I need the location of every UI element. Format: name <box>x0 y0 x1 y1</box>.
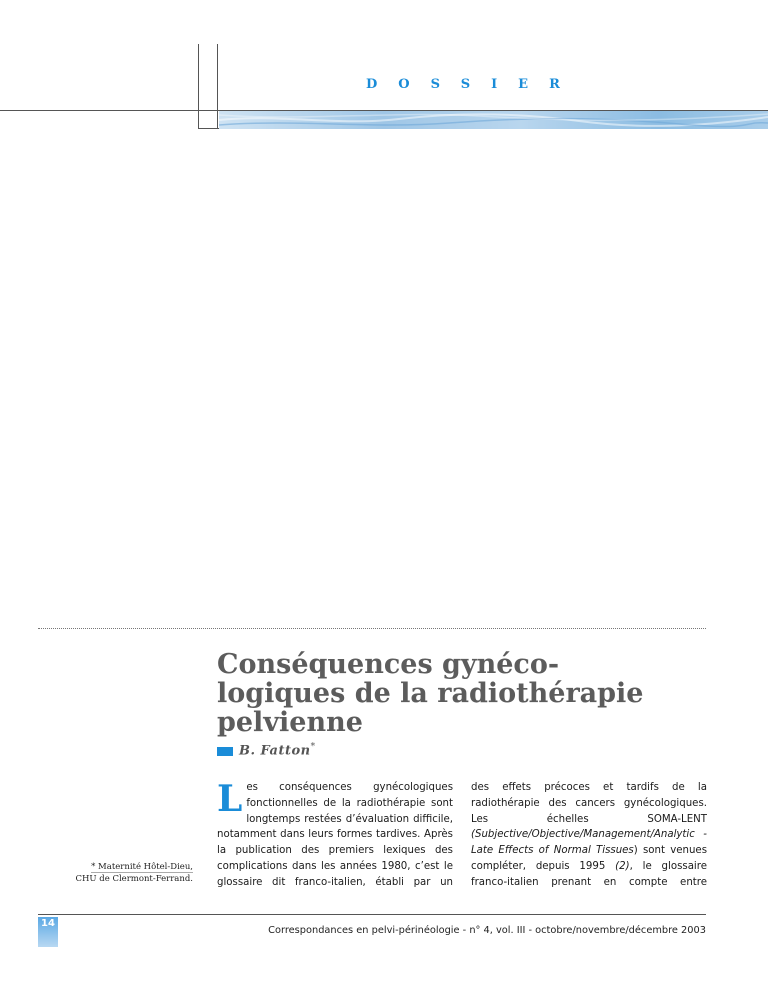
title-line-1: Conséquences gynéco- <box>217 649 560 680</box>
drop-cap: L <box>217 780 243 820</box>
article-title <box>217 650 717 737</box>
page-number: 14 <box>41 918 55 929</box>
affiliation-line-1 <box>60 861 193 873</box>
author-name <box>239 742 316 758</box>
header-vertical-rule-left <box>198 44 199 128</box>
column-2-text-b: ) sont venues compléter, depuis 1995 <box>471 845 707 872</box>
body-column-2 <box>471 780 707 892</box>
column-2-italic-scale-name: (Subjective/Objective/Management/Analytic - Late Effects of Normal Tissues <box>471 829 707 857</box>
body-column-1 <box>217 780 453 892</box>
footer-rule <box>38 914 706 915</box>
page-number-tab <box>38 917 58 947</box>
author-text: B. Fatton <box>239 743 311 759</box>
wave-texture-icon <box>219 111 768 129</box>
column-2-text-a: des effets précoces et tardifs de la radiothérapie des cancers gynécologiques. Les échelles SOMA-LENT <box>471 782 707 825</box>
dotted-separator <box>38 628 706 629</box>
title-line-2: logiques de la radiothérapie <box>217 678 644 709</box>
author-marker-icon <box>217 747 233 756</box>
affiliation-line-1-text: * Maternité Hôtel-Dieu, <box>91 862 193 872</box>
affiliation-line-2: CHU de Clermont-Ferrand. <box>75 874 193 884</box>
decorative-banner <box>219 111 768 129</box>
header-banner-bottom-rule <box>198 128 219 129</box>
author-affiliation <box>60 861 193 885</box>
title-line-3: pelvienne <box>217 707 363 738</box>
author-footnote-mark: * <box>310 742 316 752</box>
reference-2: (2) <box>615 860 630 872</box>
column-1-text-a: es conséquences gynécologiques fonctionnelles de la radiothérapie sont longtemps restées d’évaluation difficile, notamment dans leurs formes tardives. Après la publication des premiers lexiques des complications dans les années 1980, c’est le glossaire dit franco-italien, établi par un <box>217 782 453 888</box>
section-label: DOSSIER <box>366 77 581 92</box>
column-2-text-c: , le glossaire franco-italien prenant en compte entre <box>471 860 707 888</box>
header-vertical-rule-right <box>217 44 218 128</box>
journal-citation: Correspondances en pelvi-périnéologie - n° 4, vol. III - octobre/novembre/décembre 2003 <box>268 925 706 936</box>
